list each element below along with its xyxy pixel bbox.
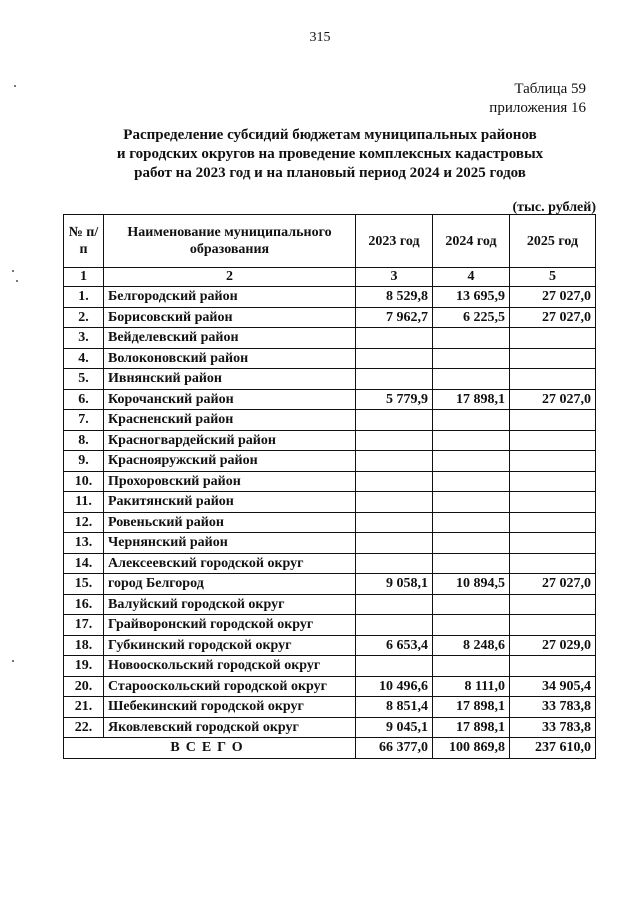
row-number: 22. bbox=[64, 717, 104, 738]
row-2025 bbox=[510, 328, 596, 349]
row-number: 8. bbox=[64, 430, 104, 451]
table-row bbox=[64, 717, 596, 738]
table-row bbox=[64, 430, 596, 451]
row-2025: 27 029,0 bbox=[510, 635, 596, 656]
row-2024: 6 225,5 bbox=[433, 307, 510, 328]
row-2023 bbox=[356, 430, 433, 451]
row-2024 bbox=[433, 492, 510, 513]
row-number: 13. bbox=[64, 533, 104, 554]
row-name: город Белгород bbox=[104, 574, 356, 595]
document-title bbox=[60, 126, 600, 183]
row-2023 bbox=[356, 492, 433, 513]
row-number: 20. bbox=[64, 676, 104, 697]
row-number: 5. bbox=[64, 369, 104, 390]
total-row bbox=[64, 738, 596, 759]
row-2025 bbox=[510, 410, 596, 431]
row-name: Корочанский район bbox=[104, 389, 356, 410]
row-number: 18. bbox=[64, 635, 104, 656]
row-2023: 7 962,7 bbox=[356, 307, 433, 328]
row-2023 bbox=[356, 553, 433, 574]
header-num: № п/п bbox=[64, 215, 104, 268]
row-2023: 8 851,4 bbox=[356, 697, 433, 718]
row-2025 bbox=[510, 553, 596, 574]
row-2025 bbox=[510, 471, 596, 492]
table-row bbox=[64, 348, 596, 369]
table-row bbox=[64, 389, 596, 410]
total-2023: 66 377,0 bbox=[356, 738, 433, 759]
row-name: Ивнянский район bbox=[104, 369, 356, 390]
row-2025: 33 783,8 bbox=[510, 697, 596, 718]
index-cell: 5 bbox=[510, 268, 596, 287]
row-2023 bbox=[356, 369, 433, 390]
row-number: 15. bbox=[64, 574, 104, 595]
scan-speck bbox=[12, 270, 14, 272]
row-name: Чернянский район bbox=[104, 533, 356, 554]
row-number: 14. bbox=[64, 553, 104, 574]
row-name: Краснояружский район bbox=[104, 451, 356, 472]
table-row bbox=[64, 574, 596, 595]
table-row bbox=[64, 328, 596, 349]
table-ref-line2: приложения 16 bbox=[489, 100, 586, 116]
table-row bbox=[64, 697, 596, 718]
header-2023: 2023 год bbox=[356, 215, 433, 268]
row-2024 bbox=[433, 533, 510, 554]
row-2023 bbox=[356, 348, 433, 369]
row-2023: 9 045,1 bbox=[356, 717, 433, 738]
row-2023 bbox=[356, 533, 433, 554]
total-label: ВСЕГО bbox=[64, 738, 356, 759]
row-2024 bbox=[433, 348, 510, 369]
index-cell: 4 bbox=[433, 268, 510, 287]
row-2023 bbox=[356, 328, 433, 349]
row-2025 bbox=[510, 594, 596, 615]
row-2024: 17 898,1 bbox=[433, 697, 510, 718]
table-row bbox=[64, 471, 596, 492]
row-number: 3. bbox=[64, 328, 104, 349]
table-row bbox=[64, 369, 596, 390]
row-number: 17. bbox=[64, 615, 104, 636]
row-name: Новооскольский городской округ bbox=[104, 656, 356, 677]
row-2023 bbox=[356, 656, 433, 677]
row-2024 bbox=[433, 656, 510, 677]
row-2023: 10 496,6 bbox=[356, 676, 433, 697]
row-2024 bbox=[433, 328, 510, 349]
row-name: Вейделевский район bbox=[104, 328, 356, 349]
scan-speck bbox=[14, 85, 16, 87]
row-name: Красногвардейский район bbox=[104, 430, 356, 451]
table-ref-line1: Таблица 59 bbox=[514, 81, 586, 97]
row-number: 12. bbox=[64, 512, 104, 533]
row-2024 bbox=[433, 594, 510, 615]
row-number: 1. bbox=[64, 287, 104, 308]
row-number: 4. bbox=[64, 348, 104, 369]
row-number: 11. bbox=[64, 492, 104, 513]
row-2023: 9 058,1 bbox=[356, 574, 433, 595]
row-name: Прохоровский район bbox=[104, 471, 356, 492]
row-2024 bbox=[433, 553, 510, 574]
table-row bbox=[64, 594, 596, 615]
row-name: Шебекинский городской округ bbox=[104, 697, 356, 718]
row-2025 bbox=[510, 430, 596, 451]
table-reference bbox=[489, 80, 586, 118]
total-2025: 237 610,0 bbox=[510, 738, 596, 759]
row-number: 9. bbox=[64, 451, 104, 472]
subsidy-table bbox=[63, 214, 596, 759]
table-row bbox=[64, 553, 596, 574]
header-2024: 2024 год bbox=[433, 215, 510, 268]
table-row bbox=[64, 512, 596, 533]
row-number: 16. bbox=[64, 594, 104, 615]
row-2025: 34 905,4 bbox=[510, 676, 596, 697]
row-2025 bbox=[510, 369, 596, 390]
row-2023 bbox=[356, 410, 433, 431]
title-line3: работ на 2023 год и на плановый период 2024 и 2025 годов bbox=[134, 165, 526, 181]
row-2023 bbox=[356, 615, 433, 636]
row-2023 bbox=[356, 471, 433, 492]
scan-speck bbox=[16, 280, 18, 282]
row-name: Красненский район bbox=[104, 410, 356, 431]
row-2025 bbox=[510, 492, 596, 513]
row-2025 bbox=[510, 512, 596, 533]
row-2024: 13 695,9 bbox=[433, 287, 510, 308]
row-2025 bbox=[510, 656, 596, 677]
row-2023 bbox=[356, 451, 433, 472]
row-2023 bbox=[356, 594, 433, 615]
row-2025: 27 027,0 bbox=[510, 307, 596, 328]
row-name: Ровеньский район bbox=[104, 512, 356, 533]
row-2023: 8 529,8 bbox=[356, 287, 433, 308]
row-number: 6. bbox=[64, 389, 104, 410]
row-name: Валуйский городской округ bbox=[104, 594, 356, 615]
page-number: 315 bbox=[309, 30, 331, 45]
title-line1: Распределение субсидий бюджетам муниципальных районов bbox=[123, 127, 537, 143]
table-row bbox=[64, 656, 596, 677]
table-row bbox=[64, 287, 596, 308]
title-line2: и городских округов на проведение комплексных кадастровых bbox=[116, 146, 544, 162]
table-row bbox=[64, 676, 596, 697]
row-2024: 17 898,1 bbox=[433, 717, 510, 738]
index-cell: 1 bbox=[64, 268, 104, 287]
row-2024 bbox=[433, 512, 510, 533]
column-index-row bbox=[64, 268, 596, 287]
row-name: Борисовский район bbox=[104, 307, 356, 328]
table-row bbox=[64, 533, 596, 554]
table-row bbox=[64, 410, 596, 431]
row-name: Алексеевский городской округ bbox=[104, 553, 356, 574]
row-2025 bbox=[510, 533, 596, 554]
row-name: Грайворонский городской округ bbox=[104, 615, 356, 636]
row-2024 bbox=[433, 410, 510, 431]
row-2024: 10 894,5 bbox=[433, 574, 510, 595]
table-row bbox=[64, 451, 596, 472]
units-label: (тыс. рублей) bbox=[512, 200, 596, 215]
row-name: Старооскольский городской округ bbox=[104, 676, 356, 697]
row-2024 bbox=[433, 451, 510, 472]
scan-speck bbox=[12, 660, 14, 662]
row-name: Яковлевский городской округ bbox=[104, 717, 356, 738]
row-number: 7. bbox=[64, 410, 104, 431]
row-name: Белгородский район bbox=[104, 287, 356, 308]
row-2023: 5 779,9 bbox=[356, 389, 433, 410]
row-number: 10. bbox=[64, 471, 104, 492]
row-name: Губкинский городской округ bbox=[104, 635, 356, 656]
index-cell: 2 bbox=[104, 268, 356, 287]
row-2025 bbox=[510, 615, 596, 636]
row-2023 bbox=[356, 512, 433, 533]
table-row bbox=[64, 615, 596, 636]
row-2024 bbox=[433, 615, 510, 636]
row-2024: 17 898,1 bbox=[433, 389, 510, 410]
row-number: 19. bbox=[64, 656, 104, 677]
row-name: Ракитянский район bbox=[104, 492, 356, 513]
header-row bbox=[64, 215, 596, 268]
row-2024 bbox=[433, 471, 510, 492]
header-name: Наименование муниципального образования bbox=[104, 215, 356, 268]
total-2024: 100 869,8 bbox=[433, 738, 510, 759]
row-number: 2. bbox=[64, 307, 104, 328]
table-row bbox=[64, 635, 596, 656]
row-2025 bbox=[510, 451, 596, 472]
table-row bbox=[64, 307, 596, 328]
row-2024 bbox=[433, 369, 510, 390]
row-number: 21. bbox=[64, 697, 104, 718]
row-2024 bbox=[433, 430, 510, 451]
row-2024: 8 111,0 bbox=[433, 676, 510, 697]
row-2025 bbox=[510, 348, 596, 369]
table-row bbox=[64, 492, 596, 513]
row-2025: 27 027,0 bbox=[510, 389, 596, 410]
row-2025: 33 783,8 bbox=[510, 717, 596, 738]
header-2025: 2025 год bbox=[510, 215, 596, 268]
row-name: Волоконовский район bbox=[104, 348, 356, 369]
index-cell: 3 bbox=[356, 268, 433, 287]
row-2025: 27 027,0 bbox=[510, 287, 596, 308]
row-2024: 8 248,6 bbox=[433, 635, 510, 656]
row-2023: 6 653,4 bbox=[356, 635, 433, 656]
row-2025: 27 027,0 bbox=[510, 574, 596, 595]
